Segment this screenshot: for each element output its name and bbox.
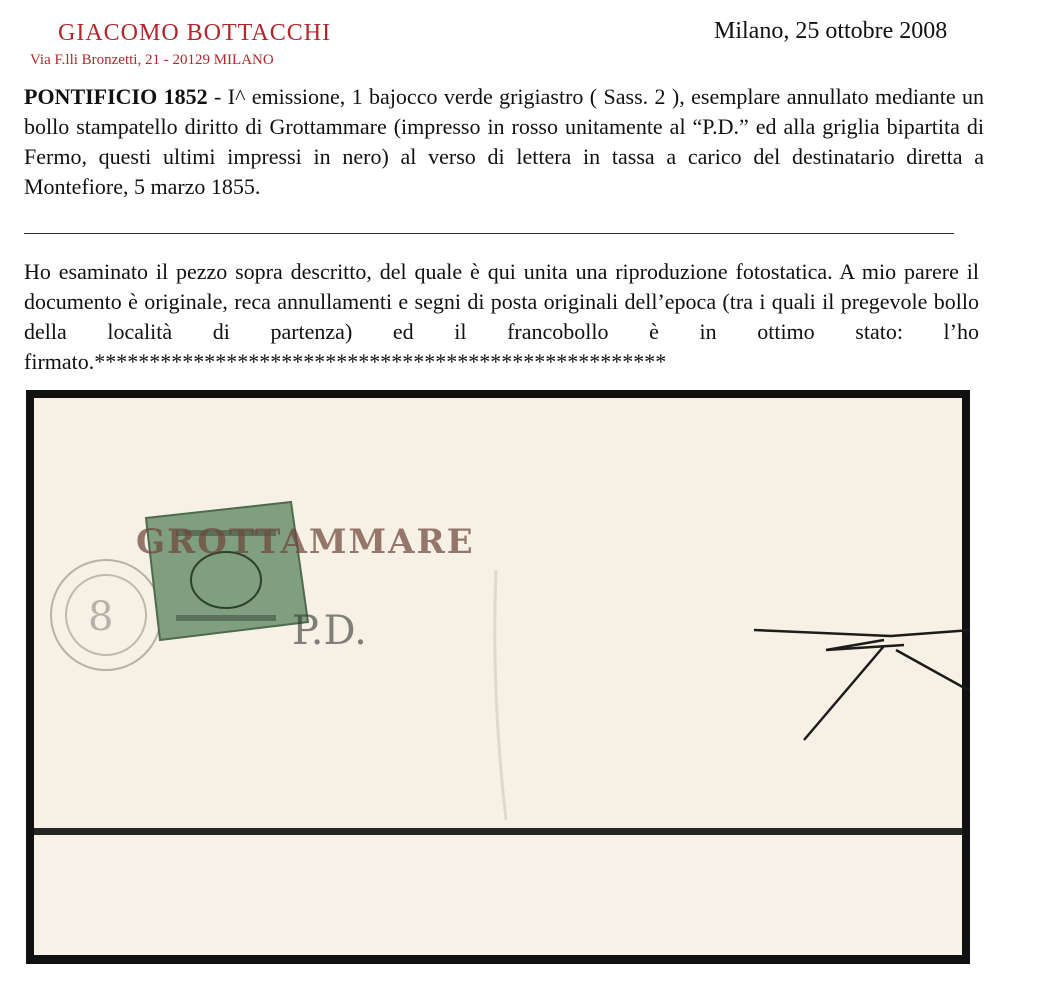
- certificate-date: Milano, 25 ottobre 2008: [714, 18, 948, 44]
- pd-mark: P.D.: [292, 608, 367, 654]
- expert-address: Via F.lli Bronzetti, 21 - 20129 MILANO: [30, 52, 274, 68]
- separator-line: [24, 233, 954, 234]
- svg-text:8: 8: [88, 594, 114, 640]
- cover-image: [26, 390, 970, 964]
- item-description-text: - I^ emissione, 1 bajocco verde grigiastro ( Sass. 2 ), esemplare annullato mediante un bollo stampatello diritto di Grottammare (impresso in rosso unitamente al “P.D.” ed alla griglia bipartita di Fermo, questi ultimi impressi in nero) al verso di lettera in tassa a carico del destinatario diretta a Montefiore, 5 marzo 1855.: [24, 84, 984, 199]
- item-title: PONTIFICIO 1852: [24, 84, 208, 109]
- cover-photo: [26, 390, 970, 964]
- grottammare-cancellation: GROTTAMMARE: [136, 522, 475, 562]
- expert-name: GIACOMO BOTTACCHI: [58, 20, 332, 46]
- expert-opinion: Ho esaminato il pezzo sopra descritto, del quale è qui unita una riproduzione fotostatica. A mio parere il documento è originale, reca annullamenti e segni di posta originali dell’epoca (tra i quali il pregevole bollo della località di partenza) ed il francobollo è in ottimo stato: l’ho firmato.****************************************************: [24, 259, 979, 374]
- item-description: [24, 82, 984, 202]
